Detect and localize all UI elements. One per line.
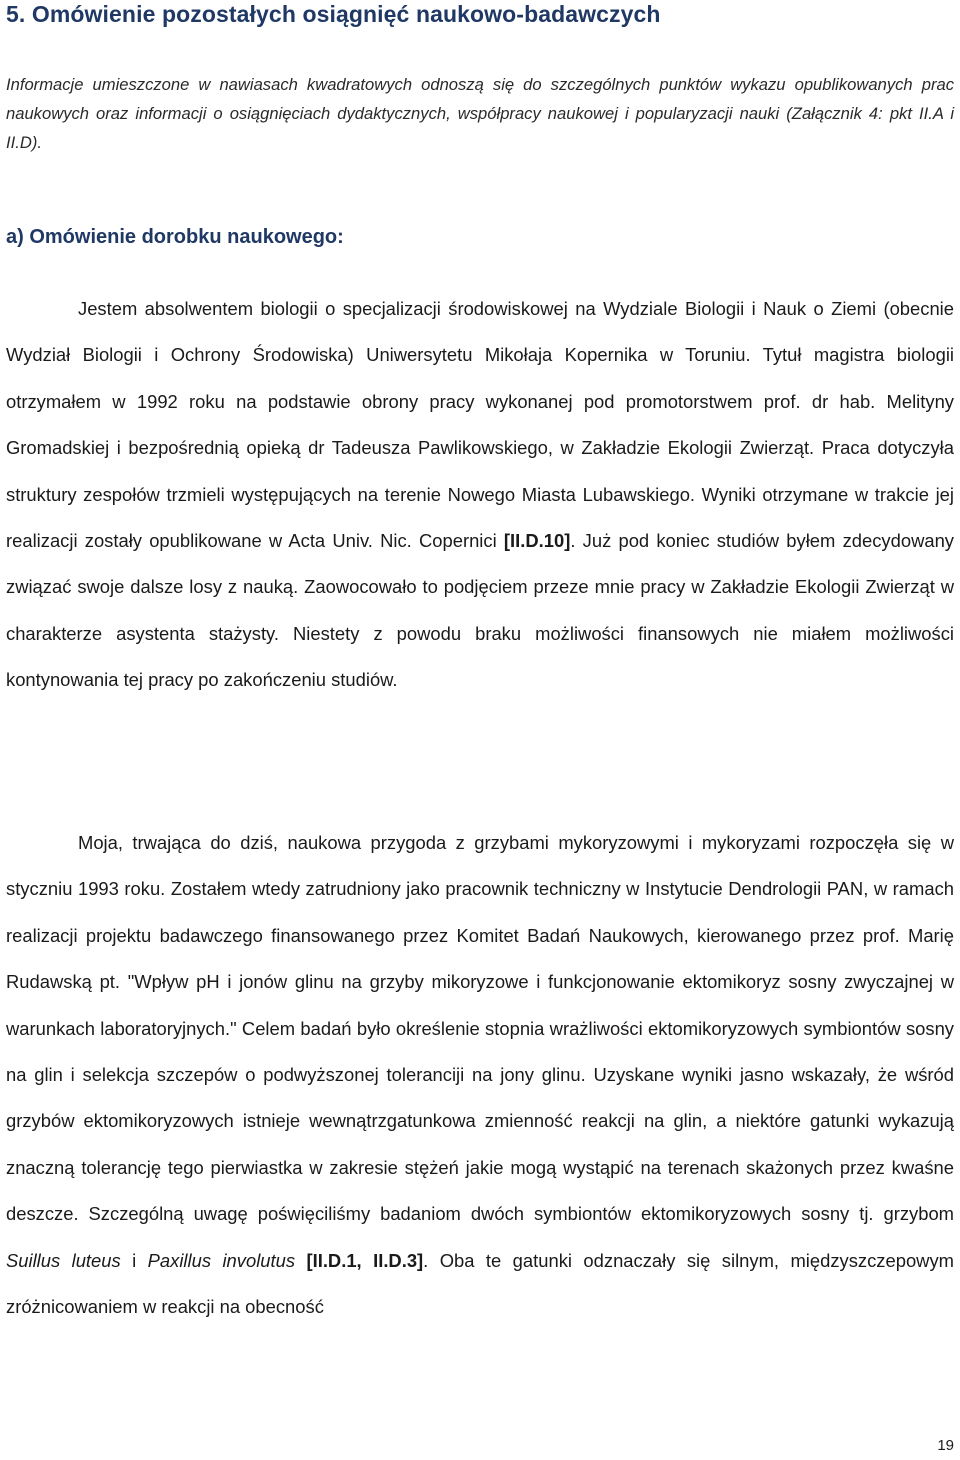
paragraph-text: . Już pod koniec studiów byłem zdecydowany związać swoje dalsze losy z nauką. Zaowocowało to podjęciem przeze mnie pracy w Zakładzie Ekologii Zwierząt w charakterze asystenta stażysty. Niestety z powodu braku możliwości finansowych nie miałem możliwości kontynowania tej pracy po zakończeniu studiów. bbox=[6, 530, 954, 691]
subsection-heading: a) Omówienie dorobku naukowego: bbox=[6, 226, 344, 248]
paragraph-text: Jestem absolwentem biologii o specjalizacji środowiskowej na Wydziale Biologii i Nauk o Ziemi (obecnie Wydział Biologii i Ochrony Środowiska) Uniwersytetu Mikołaja Kopernika w Toruniu. Tytuł magistra biologii otrzymałem w 1992 roku na podstawie obrony pracy wykonanej pod promotorstwem prof. dr hab. Melityny Gromadskiej i bezpośrednią opieką dr Tadeusza Pawlikowskiego, w Zakładzie Ekologii Zwierząt. Praca dotyczyła struktury zespołów trzmieli występujących na terenie Nowego Miasta Lubawskiego. Wyniki otrzymane w trakcie jej realizacji zostały opublikowane w Acta Univ. Nic. Copernici bbox=[6, 298, 954, 552]
paragraph-text bbox=[295, 1250, 306, 1271]
species-name: Suillus luteus bbox=[6, 1249, 121, 1271]
reference-marker: [II.D.10] bbox=[503, 530, 571, 552]
page-number: 19 bbox=[937, 1437, 954, 1454]
intro-note: Informacje umieszczone w nawiasach kwadratowych odnoszą się do szczególnych punktów wykazu opublikowanych prac naukowych oraz informacji o osiągnięciach dydaktycznych, współpracy naukowej i popularyzacji nauki (Załącznik 4: pkt II.A i II.D). bbox=[6, 75, 954, 152]
species-name: Paxillus involutus bbox=[147, 1249, 296, 1271]
section-heading: 5. Omówienie pozostałych osiągnięć naukowo-badawczych bbox=[6, 1, 661, 27]
paragraph-education bbox=[6, 286, 954, 704]
reference-marker: [II.D.1, II.D.3] bbox=[306, 1249, 424, 1271]
paragraph-text: Moja, trwająca do dziś, naukowa przygoda z grzybami mykoryzowymi i mykoryzami rozpoczęła się w styczniu 1993 roku. Zostałem wtedy zatrudniony jako pracownik techniczny w Instytucie Dendrologii PAN, w ramach realizacji projektu badawczego finansowanego przez Komitet Badań Naukowych, kierowanego przez prof. Marię Rudawską pt. "Wpływ pH i jonów glinu na grzyby mikoryzowe i funkcjonowanie ektomikoryz sosny zwyczajnej w warunkach laboratoryjnych." Celem badań było określenie stopnia wrażliwości ektomikoryzowych symbiontów sosny na glin i selekcja szczepów o podwyższonej toleranciji na jony glinu. Uzyskane wyniki jasno wskazały, że wśród grzybów ektomikoryzowych istnieje wewnątrzgatunkowa zmienność reakcji na glin, a niektóre gatunki wykazują znaczną tolerancję tego pierwiastka w zakresie stężeń jakie mogą wystąpić na terenach skażonych przez kwaśne deszcze. Szczególną uwagę poświęciliśmy badaniom dwóch symbiontów ektomikoryzowych sosny tj. grzybom bbox=[6, 832, 954, 1225]
paragraph-text: . Oba te gatunki odznaczały się silnym, międzyszczepowym zróżnicowaniem w reakcji na obecność bbox=[6, 1249, 954, 1318]
paragraph-mycorrhiza bbox=[6, 820, 954, 1330]
paragraph-text: i bbox=[120, 1249, 148, 1271]
